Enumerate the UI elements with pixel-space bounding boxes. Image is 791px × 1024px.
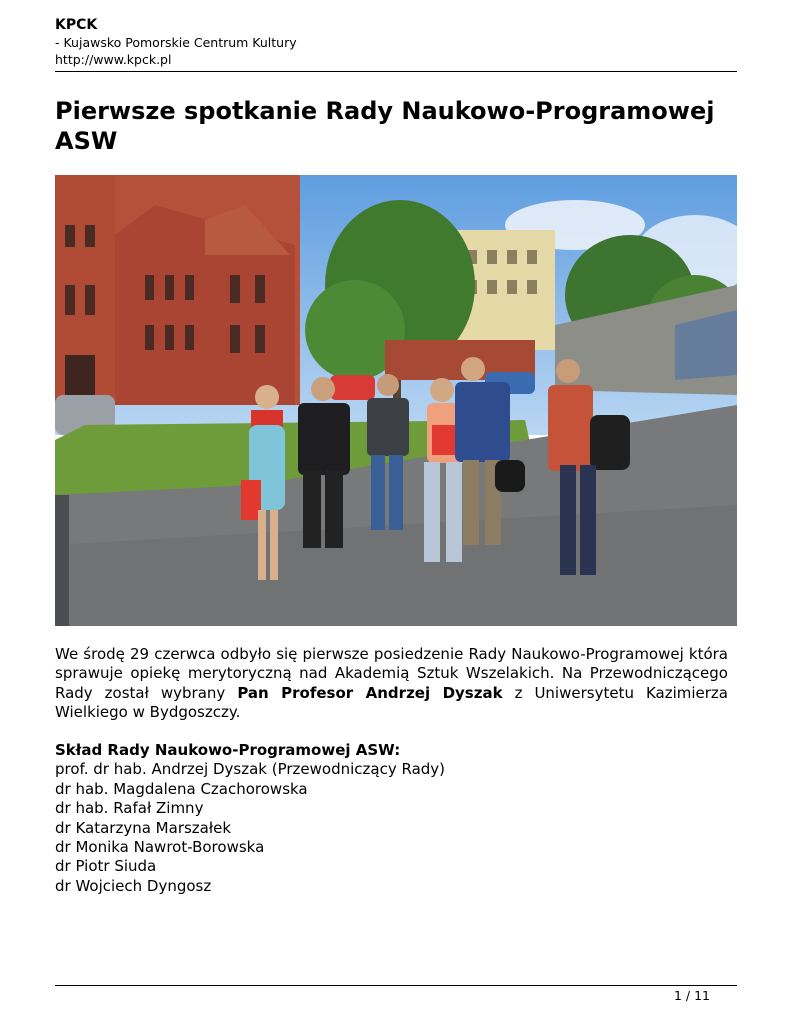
council-list — [55, 741, 728, 896]
document-header — [55, 17, 737, 68]
site-name: KPCK — [55, 17, 98, 33]
body-text-start: We środę 29 czerwca odbyło się pierwsze posiedzenie Rady Naukowo-Programowej która sprawuje opiekę merytoryczną nad Akademią Sztuk Wszelakich. Na Przewodniczącego Rady został wybrany — [55, 645, 728, 702]
council-member: dr Katarzyna Marszałek — [55, 818, 232, 837]
council-member: dr Piotr Siuda — [55, 857, 157, 876]
council-member: prof. dr hab. Andrzej Dyszak (Przewodniczący Rady) — [55, 760, 446, 779]
site-url[interactable]: http://www.kpck.pl — [55, 52, 172, 67]
chair-name: Pan Profesor Andrzej Dyszak — [237, 683, 503, 702]
council-heading: Skład Rady Naukowo-Programowej ASW: — [55, 741, 401, 759]
body-text-end: z Uniwersytetu Kazimierza Wielkiego w Bydgoszczy. — [55, 683, 728, 722]
article-photo — [55, 175, 737, 626]
article-body — [55, 645, 728, 723]
page-number: 1 / 11 — [673, 988, 710, 1003]
council-member: dr Monika Nawrot-Borowska — [55, 838, 265, 857]
footer-divider — [55, 985, 737, 986]
council-member: dr Wojciech Dyngosz — [55, 876, 212, 895]
header-divider — [55, 71, 737, 72]
council-member: dr hab. Rafał Zimny — [55, 799, 204, 818]
council-member: dr hab. Magdalena Czachorowska — [55, 779, 308, 798]
page-title: Pierwsze spotkanie Rady Naukowo-Programowej ASW — [55, 97, 715, 155]
site-subtitle: - Kujawsko Pomorskie Centrum Kultury — [55, 35, 297, 50]
